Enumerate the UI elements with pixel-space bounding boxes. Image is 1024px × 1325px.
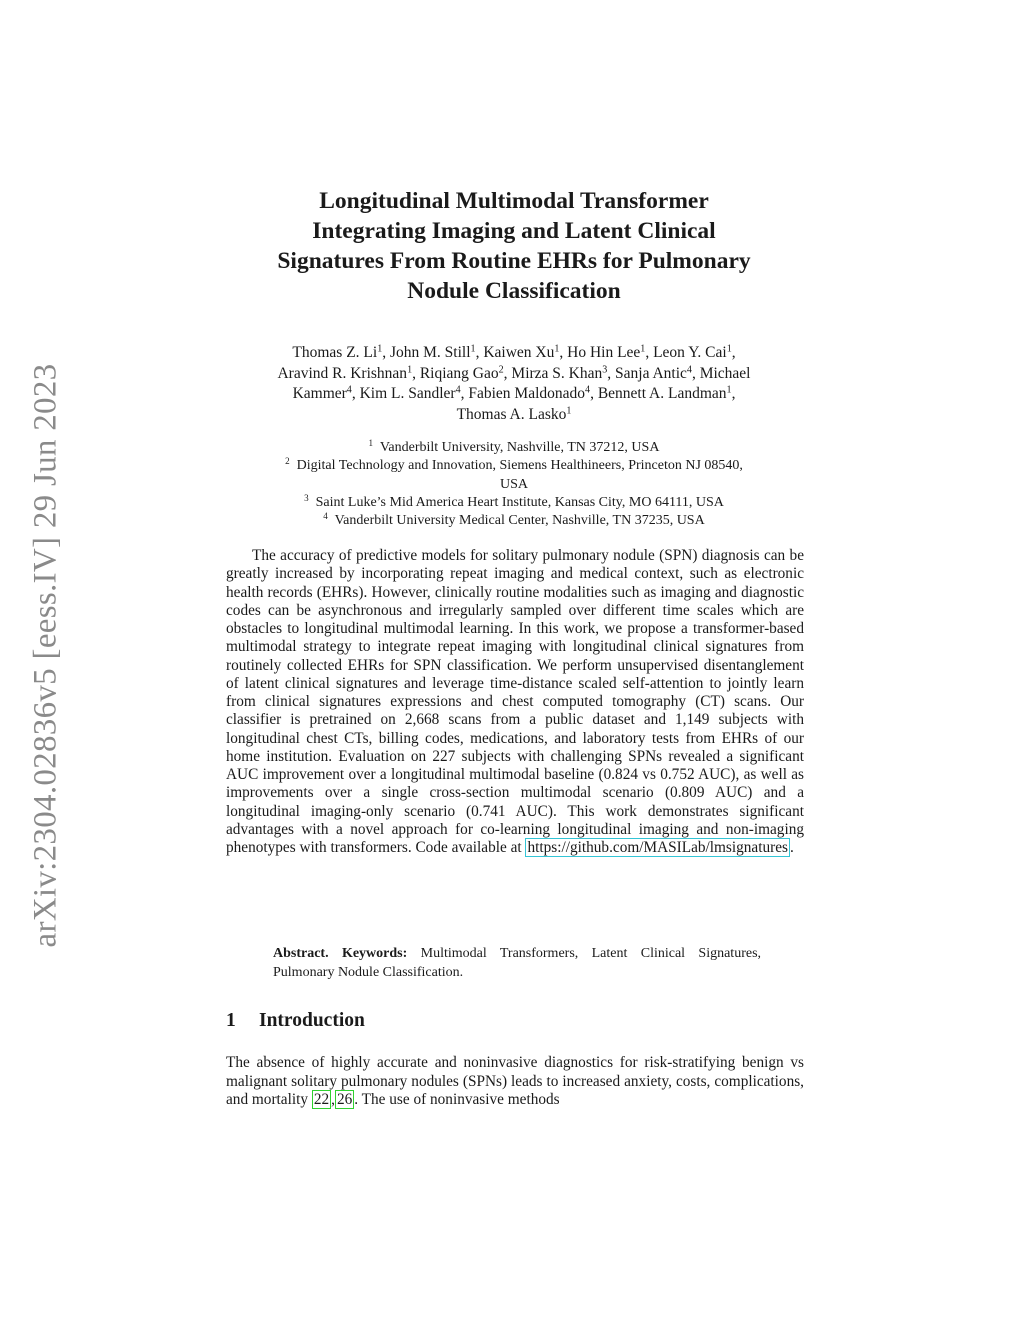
section-heading xyxy=(226,1010,365,1032)
author-name: Kim L. Sandler xyxy=(359,385,456,402)
code-link[interactable]: https://github.com/MASILab/lmsignatures xyxy=(527,839,788,856)
affiliation-text: Digital Technology and Innovation, Siemens Healthineers, Princeton NJ 08540, xyxy=(296,458,743,474)
author-affil-mark: 4 xyxy=(585,384,591,396)
arxiv-side-stamp xyxy=(18,355,74,955)
arxiv-identifier: arXiv:2304.02836v5 [eess.IV] 29 Jun 2023 xyxy=(27,363,64,947)
author-affil-mark: 1 xyxy=(640,343,646,355)
title-line: Signatures From Routine EHRs for Pulmonary xyxy=(277,248,751,274)
keywords-label: Abstract. Keywords: xyxy=(273,946,408,961)
citation-link[interactable]: 26 xyxy=(336,1091,353,1108)
affiliation-text: USA xyxy=(499,476,528,492)
author-name: Thomas A. Lasko xyxy=(456,405,567,423)
title-line: Longitudinal Multimodal Transformer xyxy=(319,188,709,214)
affiliation xyxy=(200,494,828,512)
intro-text: The absence of highly accurate and noninvasive diagnostics for risk-stratifying benign vs malignant solitary pulmonary nodules (SPNs) leads to increased anxiety, costs, complications, and mortality xyxy=(226,1054,804,1108)
author-affil-mark: 1 xyxy=(470,343,476,355)
affiliation-continued xyxy=(200,476,828,494)
author-line: Thomas Z. Li$^1$, John M. Still$^1$, Kaiwen Xu$^1$, Ho Hin Lee$^1$, Leon Y. Cai$^1$, xyxy=(292,343,736,361)
affiliation-number: 1 xyxy=(368,438,374,448)
abstract-end: . xyxy=(789,839,794,856)
author-name: Kaiwen Xu xyxy=(483,344,555,361)
author-line: Kammer$^4$, Kim L. Sandler$^4$, Fabien Maldonado$^4$, Bennett A. Landman$^1$, xyxy=(292,384,736,402)
author-list xyxy=(200,343,828,425)
author-affil-mark: 4 xyxy=(346,384,352,396)
keywords-block xyxy=(273,944,761,982)
author-affil-mark: 3 xyxy=(602,363,608,375)
abstract-paragraph xyxy=(226,547,804,857)
author-name: Fabien Maldonado xyxy=(468,385,586,402)
author-name: Bennett A. Landman xyxy=(597,385,727,402)
citation-link[interactable]: 22 xyxy=(313,1091,330,1108)
author-affil-mark: 1 xyxy=(407,363,413,375)
title-line: Nodule Classification xyxy=(407,278,621,304)
affiliation-number: 4 xyxy=(323,511,328,522)
abstract-text: The accuracy of predictive models for solitary pulmonary nodule (SPN) diagnosis can be greatly increased by incorporating repeat imaging and medical context, such as electronic health records (EHRs). However, clinically routine modalities such as imaging and diagnostic codes can be asynchronous and irregularly sampled over different time scales which are obstacles to longitudinal multimodal learning. In this work, we propose a transformer-based multimodal strategy to integrate repeat imaging with longitudinal clinical signatures from routinely collected EHRs for SPN classification. We perform unsupervised disentanglement of latent clinical signatures and leverage time-distance scaled self-attention to jointly learn from clinical signatures expressions and chest computed tomography (CT) scans. Our classifier is pretrained on 2,668 scans from a public dataset and 1,149 subjects with longitudinal chest CTs, billing codes, medications, and laboratory tests from EHRs of our home institution. Evaluation on 227 subjects with challenging SPNs revealed a significant AUC improvement over a longitudinal multimodal baseline (0.824 vs 0.752 AUC), as well as improvements over a single cross-section multimodal scenario (0.809 AUC) and a longitudinal imaging-only scenario (0.741 AUC). This work demonstrates significant advantages with a novel approach for co-learning longitudinal imaging and non-imaging phenotypes with transformers. Code available at xyxy=(226,547,804,856)
affiliation xyxy=(200,512,828,530)
intro-paragraph: The absence of highly accurate and noninvasive diagnostics for risk-stratifying benign vs malignant solitary pulmonary nodules (SPNs) leads to increased anxiety, costs, complications, and mortality 22 , 26 . The use of noninvasive methods xyxy=(226,1054,804,1108)
title-line: Integrating Imaging and Latent Clinical xyxy=(312,218,716,244)
affiliation xyxy=(200,457,828,475)
affiliation-text: Saint Luke’s Mid America Heart Institute, Kansas City, MO 64111, USA xyxy=(315,494,724,510)
author-affil-mark: 1 xyxy=(377,343,383,355)
keywords-text: Multimodal Transformers, Latent Clinical Signatures, Pulmonary Nodule Classification. xyxy=(273,946,762,980)
author-affil-mark: 4 xyxy=(455,384,461,396)
author-name: Ho Hin Lee xyxy=(567,344,641,361)
affiliation-text: Vanderbilt University Medical Center, Nashville, TN 37235, USA xyxy=(334,513,705,529)
paper-title xyxy=(200,186,828,306)
author-name: Thomas Z. Li xyxy=(292,344,378,361)
author-name: John M. Still xyxy=(389,344,471,361)
section-number: 1 xyxy=(226,1010,236,1031)
affiliation xyxy=(200,439,828,457)
author-affil-mark: 1 xyxy=(726,343,732,355)
author-name: Mirza S. Khan xyxy=(511,364,603,382)
author-affil-mark: 1 xyxy=(554,343,560,355)
section-title: Introduction xyxy=(259,1010,365,1031)
author-affil-mark: 1 xyxy=(726,384,732,396)
author-name: Sanja Antic xyxy=(615,364,687,382)
author-affil-mark: 2 xyxy=(498,363,504,375)
author-name: Leon Y. Cai xyxy=(653,344,727,361)
author-affil-mark: 4 xyxy=(686,363,692,375)
author-name-part: Michael xyxy=(699,364,751,382)
author-name: Riqiang Gao xyxy=(419,364,499,382)
author-name-part: Kammer xyxy=(292,385,347,402)
affiliation-list xyxy=(200,439,828,530)
abstract xyxy=(226,547,804,857)
affiliation-number: 3 xyxy=(304,492,309,503)
affiliation-text: Vanderbilt University, Nashville, TN 37212, USA xyxy=(379,440,660,455)
intro-text-end: . The use of noninvasive methods xyxy=(354,1091,560,1108)
affiliation-number: 2 xyxy=(285,456,290,467)
author-name: Aravind R. Krishnan xyxy=(277,364,408,382)
author-affil-mark: 1 xyxy=(566,404,572,416)
author-line xyxy=(200,405,828,426)
author-line: Aravind R. Krishnan$^1$, Riqiang Gao$^2$, Mirza S. Khan$^3$, Sanja Antic$^4$, Michael xyxy=(277,363,751,382)
